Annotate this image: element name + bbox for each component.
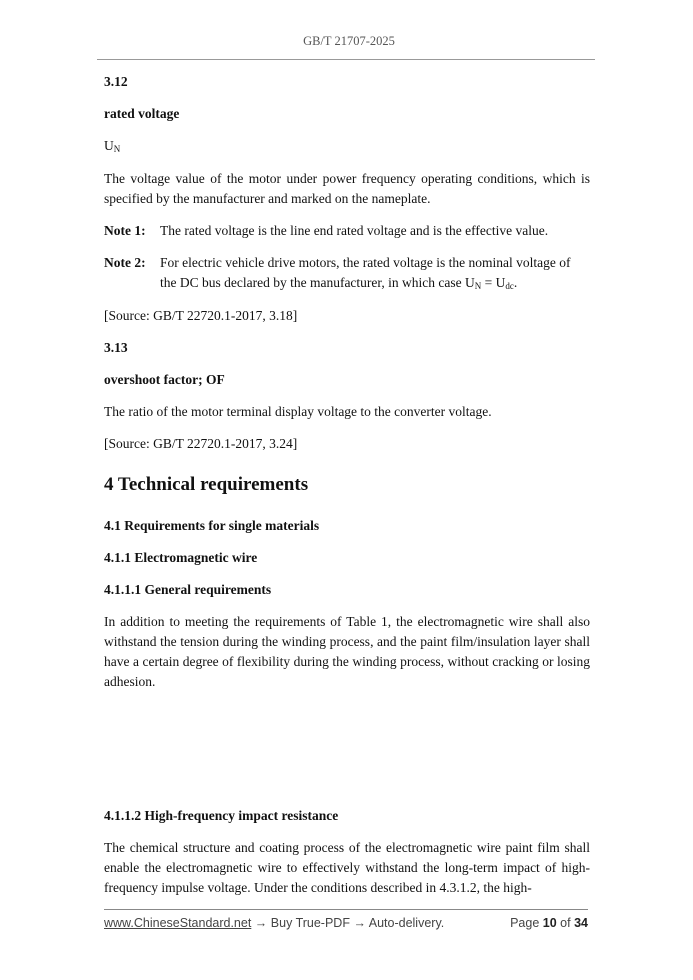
section-number-3-13: 3.13 (104, 340, 128, 355)
note-1 (104, 221, 590, 241)
paragraph-4-1-1-1: In addition to meeting the requirements of Table 1, the electromagnetic wire shall also withstand the tension during the winding process, and the paint film/insulation layer shall have a certain degree of flexibility during the winding process, without cracking or losing adhesion. (104, 614, 590, 689)
note-2-text-a: For electric vehicle drive motors, the rated voltage is the nominal voltage of the DC bus declared by the manufacturer, in which case U (160, 255, 571, 290)
note-1-text: The rated voltage is the line end rated voltage and is the effective value. (160, 223, 549, 238)
footer-divider (104, 909, 588, 910)
term-symbol (104, 136, 590, 157)
note-2-sub-dc: dc (505, 281, 514, 291)
symbol-subscript: N (113, 144, 121, 154)
symbol-main: U (104, 138, 114, 153)
section-number-3-12: 3.12 (104, 74, 128, 89)
heading-4-1-1-1: 4.1.1.1 General requirements (104, 582, 272, 597)
definition-3-12: The voltage value of the motor under power frequency operating conditions, which is specified by the manufacturer and marked on the nameplate. (104, 171, 590, 206)
footer-promo (104, 916, 444, 930)
arrow-right-icon: → (353, 916, 366, 930)
arrow-right-icon: → (254, 916, 268, 930)
note-1-label: Note 1: (104, 223, 146, 238)
source-3-13: [Source: GB/T 22720.1-2017, 3.24] (104, 436, 298, 451)
paragraph-4-1-1-2: The chemical structure and coating process of the electromagnetic wire paint film shall enable the electromagnetic wire to effectively withstand the long-term impact of high-frequency impulse voltage. Under the conditions described in 4.3.1.2, the high- (104, 840, 590, 895)
note-2-text-c: . (513, 275, 518, 290)
note-2-text-b: = U (481, 275, 506, 290)
term-overshoot-factor: overshoot factor; OF (104, 372, 225, 387)
of-label: of (560, 916, 571, 930)
note-2-text (160, 253, 590, 294)
auto-delivery-text: Auto-delivery. (368, 916, 445, 930)
heading-4-1: 4.1 Requirements for single materials (104, 518, 320, 533)
heading-4-1-1: 4.1.1 Electromagnetic wire (104, 550, 258, 565)
page-number: 10 (542, 916, 557, 930)
term-rated-voltage: rated voltage (104, 106, 180, 121)
page-header: GB/T 21707-2025 (303, 34, 395, 48)
definition-3-13: The ratio of the motor terminal display voltage to the converter voltage. (104, 404, 492, 419)
site-link[interactable]: www.ChineseStandard.net (104, 916, 252, 930)
page-content (104, 72, 590, 898)
page-label: Page (510, 916, 540, 930)
page-counter (510, 916, 588, 930)
heading-4-1-1-2: 4.1.1.2 High-frequency impact resistance (104, 808, 339, 823)
header-divider (97, 59, 595, 60)
page-total: 34 (574, 916, 588, 930)
note-2 (104, 253, 590, 294)
note-2-label: Note 2: (104, 255, 146, 270)
source-3-12: [Source: GB/T 22720.1-2017, 3.18] (104, 308, 298, 323)
buy-pdf-text: Buy True-PDF (270, 916, 350, 930)
heading-4-technical-requirements: 4 Technical requirements (104, 474, 309, 495)
note-2-sub-n: N (474, 281, 482, 291)
